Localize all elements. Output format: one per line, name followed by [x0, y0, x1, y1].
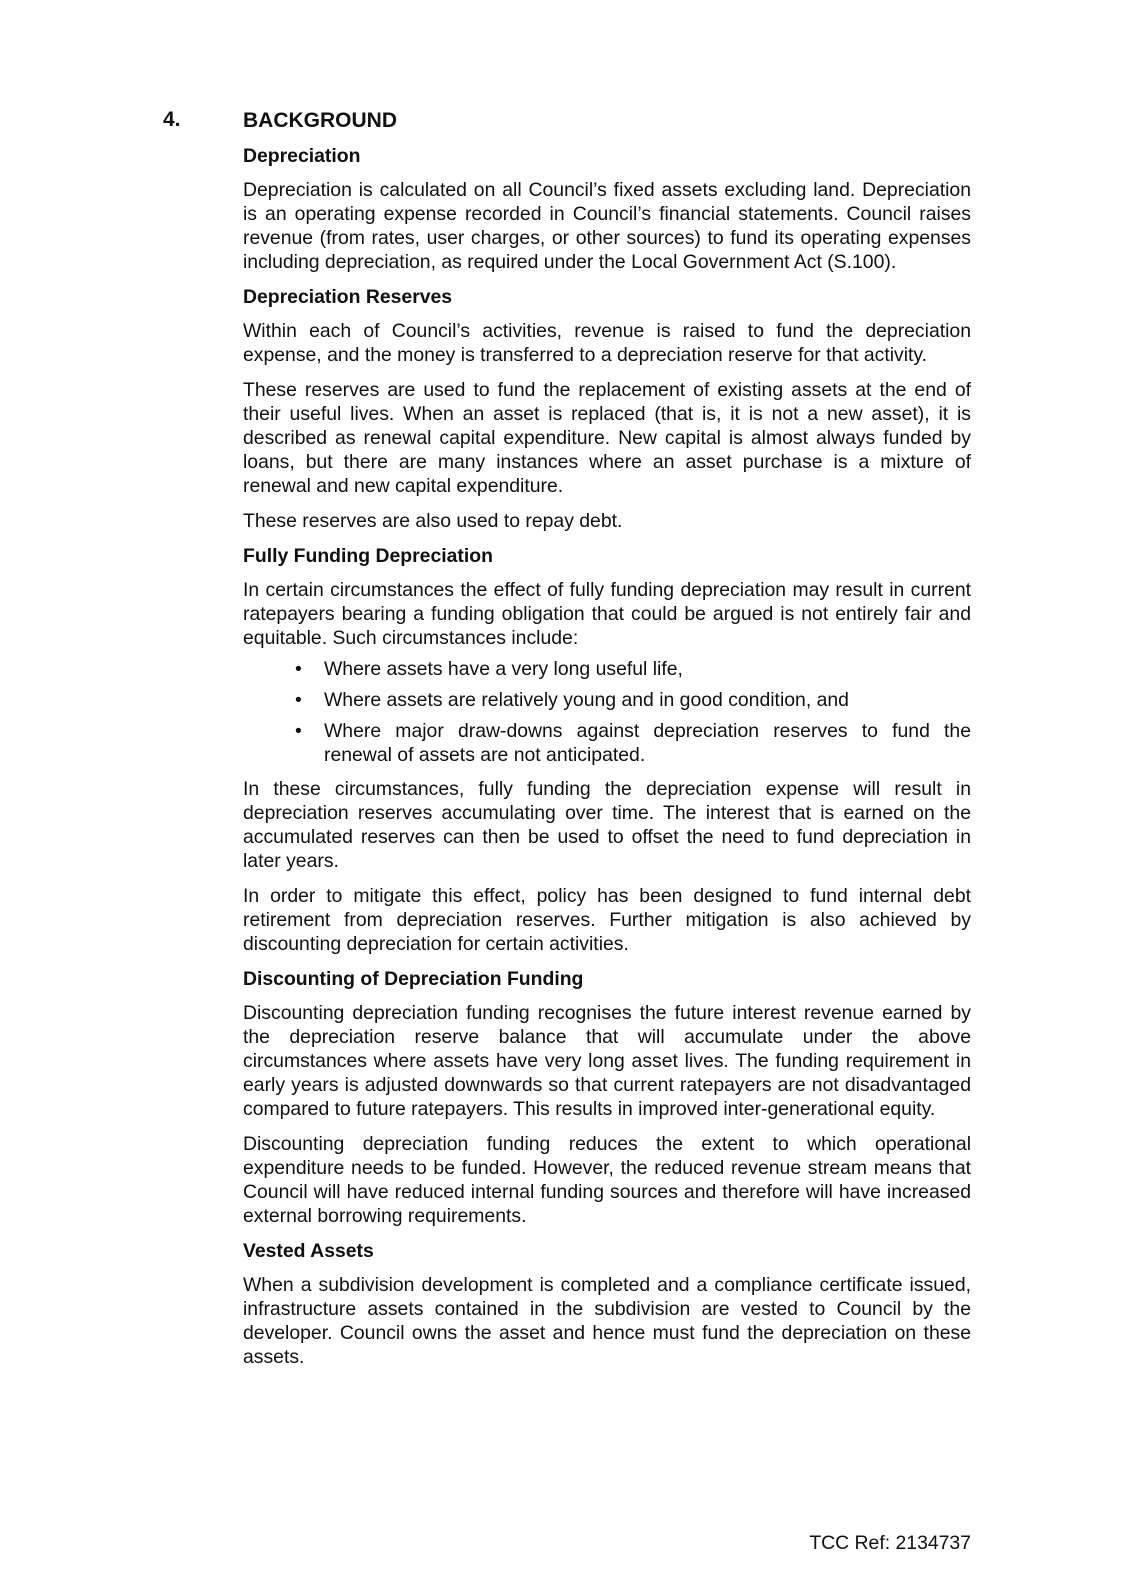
paragraph: When a subdivision development is completed and a compliance certificate issued, infrastructure assets contained in the subdivision are vested to Council by the developer. Council owns the asset and hence must fund the depreciation on these assets. — [243, 1274, 971, 1368]
heading-discounting-of-depreciation-funding: Discounting of Depreciation Funding — [243, 968, 584, 990]
paragraph: Depreciation is calculated on all Council’s fixed assets excluding land. Depreciation is an operating expense recorded in Council’s financial statements. Council raises revenue (from rates, user charges, or other sources) to fund its operating expenses including depreciation, as required under the Local Government Act (S.100). — [243, 179, 971, 273]
bullet-icon: • — [295, 689, 302, 711]
list-item-text: Where assets are relatively young and in good condition, and — [324, 689, 849, 711]
section-number: 4. — [163, 108, 181, 131]
paragraph: In certain circumstances the effect of fully funding depreciation may result in current ratepayers bearing a funding obligation that could be argued is not entirely fair and equitable. Such circumstances include: — [243, 579, 971, 649]
paragraph: These reserves are also used to repay debt. — [243, 510, 623, 532]
heading-fully-funding-depreciation: Fully Funding Depreciation — [243, 545, 493, 567]
heading-vested-assets: Vested Assets — [243, 1240, 374, 1262]
bullet-icon: • — [295, 658, 302, 680]
bullet-list — [243, 657, 971, 767]
section-title: BACKGROUND — [243, 109, 397, 132]
footer-reference: TCC Ref: 2134737 — [809, 1532, 971, 1554]
list-item-text: Where major draw-downs against depreciation reserves to fund the renewal of assets are not anticipated. — [324, 720, 971, 766]
paragraph: Within each of Council’s activities, revenue is raised to fund the depreciation expense, and the money is transferred to a depreciation reserve for that activity. — [243, 320, 971, 366]
bullet-icon: • — [295, 720, 302, 742]
paragraph: Discounting depreciation funding recognises the future interest revenue earned by the depreciation reserve balance that will accumulate under the above circumstances where assets have very long asset lives. The funding requirement in early years is adjusted downwards so that current ratepayers are not disadvantaged compared to future ratepayers. This results in improved inter-generational equity. — [243, 1002, 971, 1120]
heading-depreciation-reserves: Depreciation Reserves — [243, 286, 453, 308]
paragraph: Discounting depreciation funding reduces the extent to which operational expenditure needs to be funded. However, the reduced revenue stream means that Council will have reduced internal funding sources and therefore will have increased external borrowing requirements. — [243, 1133, 971, 1227]
heading-depreciation: Depreciation — [243, 145, 361, 167]
list-item — [295, 719, 971, 767]
document-body — [243, 108, 971, 1380]
list-item — [295, 688, 971, 712]
paragraph: In these circumstances, fully funding the depreciation expense will result in depreciation reserves accumulating over time. The interest that is earned on the accumulated reserves can then be used to offset the need to fund depreciation in later years. — [243, 778, 971, 872]
list-item-text: Where assets have a very long useful life, — [324, 658, 683, 680]
paragraph: In order to mitigate this effect, policy has been designed to fund internal debt retirement from depreciation reserves. Further mitigation is also achieved by discounting depreciation for certain activities. — [243, 885, 971, 955]
list-item — [295, 657, 971, 681]
paragraph: These reserves are used to fund the replacement of existing assets at the end of their useful lives. When an asset is replaced (that is, it is not a new asset), it is described as renewal capital expenditure. New capital is almost always funded by loans, but there are many instances where an asset purchase is a mixture of renewal and new capital expenditure. — [243, 379, 971, 497]
